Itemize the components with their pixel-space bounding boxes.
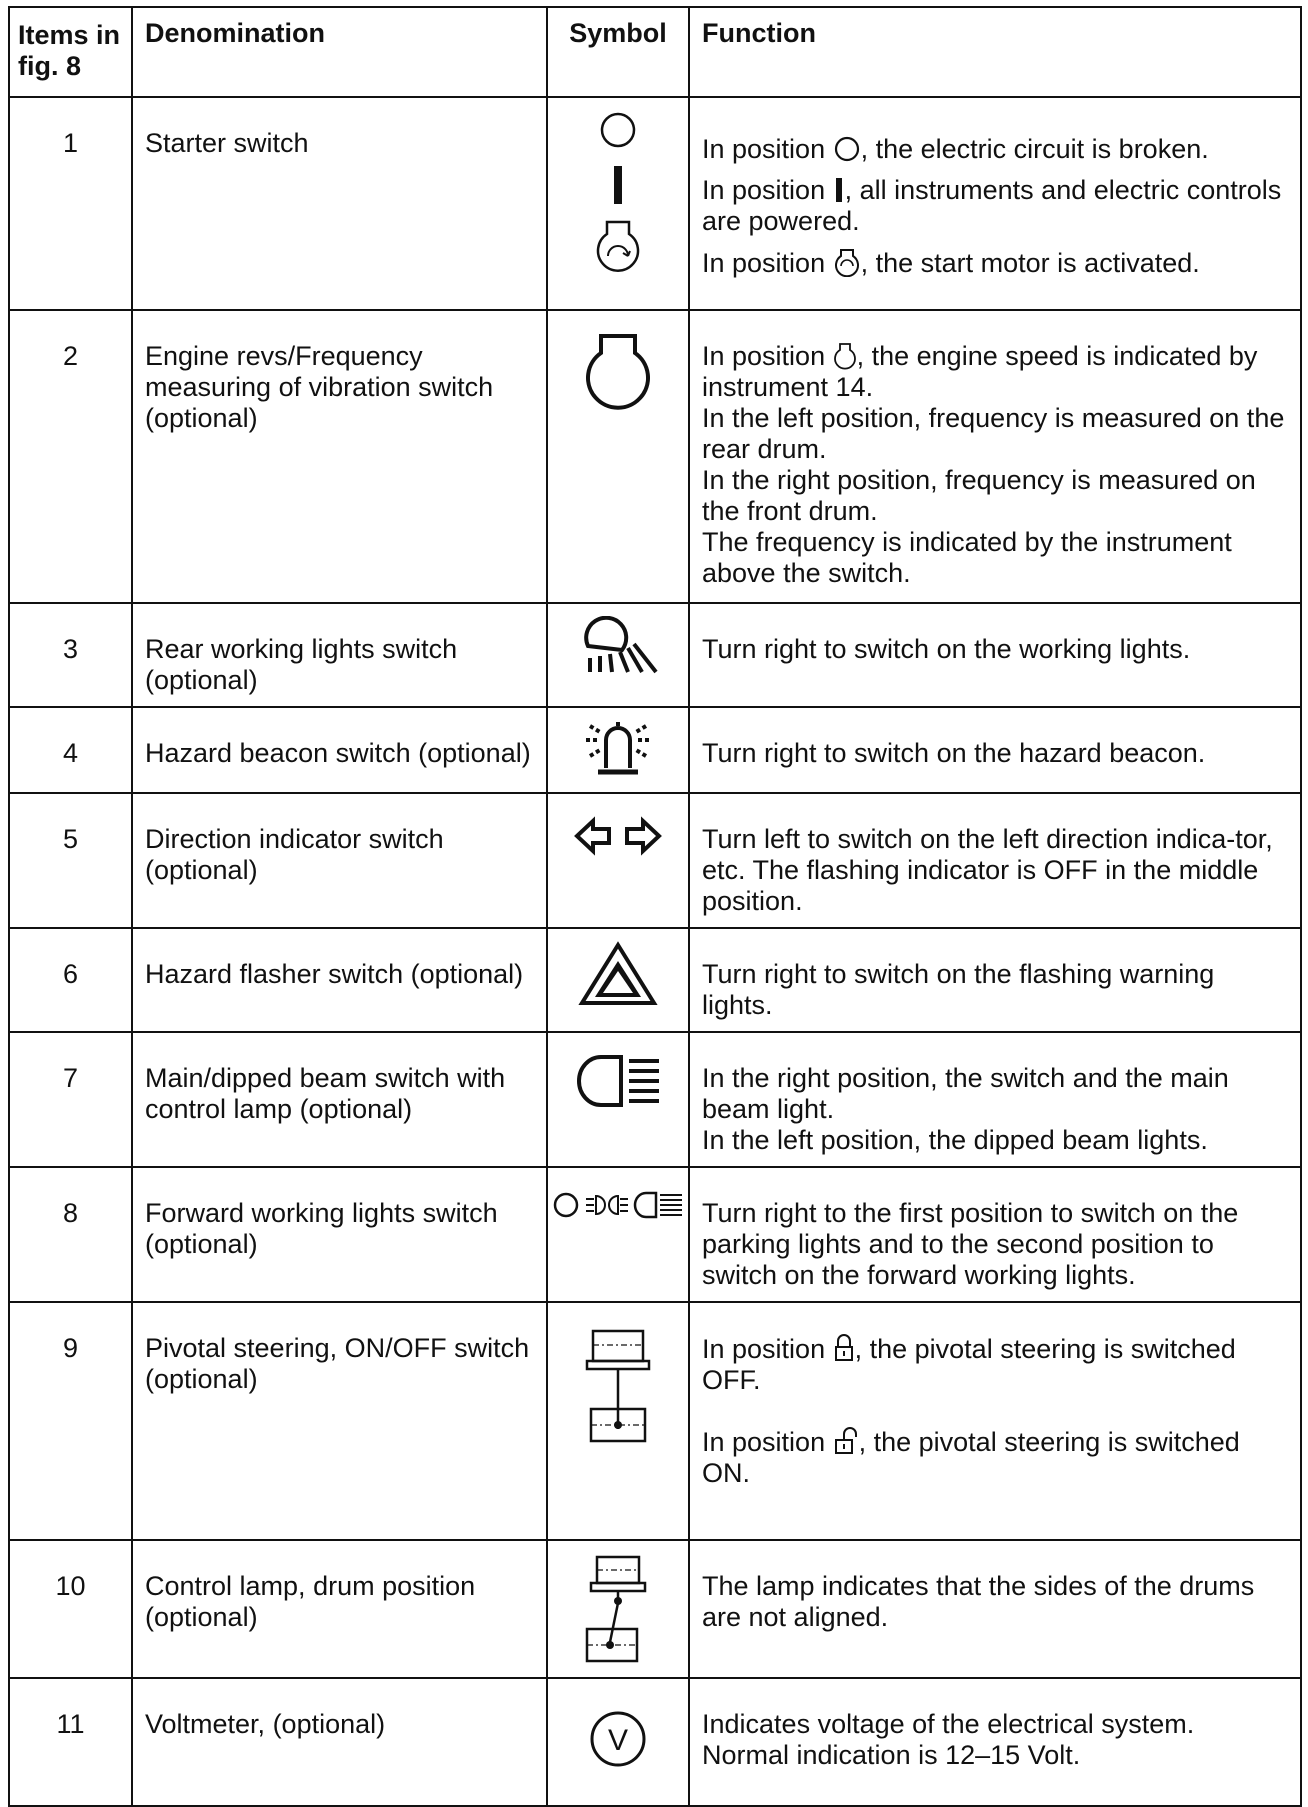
function-cell: Turn left to switch on the left direction indica-tor, etc. The flashing indicator is OFF in the middle position.	[689, 793, 1301, 928]
table-row	[9, 310, 1301, 603]
denomination: Starter switch	[132, 97, 547, 310]
table-row	[9, 1032, 1301, 1167]
bar-icon	[833, 176, 845, 204]
hazard-beacon-icon	[576, 720, 660, 780]
function-cell: Turn right to switch on the hazard beacon.	[689, 707, 1301, 793]
table-row	[9, 97, 1301, 310]
working-light-icon	[576, 616, 660, 676]
start-motor-icon	[833, 247, 861, 277]
function-line: In position , the electric circuit is broken.	[702, 134, 1209, 164]
function-line: In position , the start motor is activated.	[702, 248, 1200, 278]
function-cell: Turn right to switch on the working lights.	[689, 603, 1301, 707]
function-cell	[689, 310, 1301, 603]
symbol-cell	[547, 928, 689, 1032]
direction-arrows-icon	[573, 816, 663, 856]
denomination: Control lamp, drum position (optional)	[132, 1540, 547, 1678]
denomination: Engine revs/Frequency measuring of vibration switch (optional)	[132, 310, 547, 603]
symbol-cell	[547, 707, 689, 793]
item-number: 11	[9, 1678, 132, 1806]
denomination: Voltmeter, (optional)	[132, 1678, 547, 1806]
function-cell: Turn right to switch on the flashing warning lights.	[689, 928, 1301, 1032]
engine-revs-small-icon	[833, 342, 857, 370]
function-line: In position , the pivotal steering is switched ON.	[702, 1427, 1240, 1488]
symbol-cell	[547, 603, 689, 707]
header-row	[9, 7, 1301, 97]
table-row	[9, 1678, 1301, 1806]
pivotal-steering-icon	[583, 1327, 653, 1447]
circle-icon	[833, 135, 861, 163]
item-number: 7	[9, 1032, 132, 1167]
denomination: Hazard flasher switch (optional)	[132, 928, 547, 1032]
item-number: 9	[9, 1302, 132, 1540]
function-line: In the right position, frequency is measured on the front drum.	[702, 465, 1256, 526]
function-line: The frequency is indicated by the instrument above the switch.	[702, 527, 1232, 588]
header-items: Items in fig. 8	[9, 7, 132, 97]
function-line: In the right position, the switch and the main beam light.	[702, 1063, 1229, 1124]
engine-revs-icon	[583, 331, 653, 411]
symbol-cell	[547, 1302, 689, 1540]
drum-position-icon	[583, 1553, 653, 1665]
function-cell	[689, 1678, 1301, 1806]
item-number: 5	[9, 793, 132, 928]
function-line: In position , all instruments and electric controls are powered.	[702, 175, 1282, 236]
table-row	[9, 1167, 1301, 1302]
denomination: Pivotal steering, ON/OFF switch (optional)	[132, 1302, 547, 1540]
symbol-cell	[547, 1678, 689, 1806]
main-beam-icon	[573, 1053, 663, 1109]
lock-closed-icon	[833, 1333, 855, 1363]
denomination: Direction indicator switch (optional)	[132, 793, 547, 928]
denomination: Rear working lights switch (optional)	[132, 603, 547, 707]
voltmeter-letter: V	[607, 1724, 629, 1757]
item-number: 10	[9, 1540, 132, 1678]
lock-open-icon	[833, 1426, 859, 1456]
item-number: 2	[9, 310, 132, 603]
item-number: 3	[9, 603, 132, 707]
table-row	[9, 1540, 1301, 1678]
function-line: In position , the engine speed is indicated by instrument 14.	[702, 341, 1258, 402]
item-number: 8	[9, 1167, 132, 1302]
function-cell	[689, 97, 1301, 310]
forward-lights-icon	[552, 1188, 686, 1222]
function-line: Normal indication is 12–15 Volt.	[702, 1740, 1081, 1770]
function-line: Indicates voltage of the electrical system.	[702, 1709, 1195, 1739]
table-row	[9, 603, 1301, 707]
denomination: Main/dipped beam switch with control lamp (optional)	[132, 1032, 547, 1167]
item-number: 6	[9, 928, 132, 1032]
header-symbol: Symbol	[547, 7, 689, 97]
table-row	[9, 928, 1301, 1032]
item-number: 1	[9, 97, 132, 310]
symbol-cell	[547, 97, 689, 310]
voltmeter-icon	[588, 1709, 648, 1769]
function-cell	[689, 1302, 1301, 1540]
table-row	[9, 707, 1301, 793]
function-line: In the left position, frequency is measured on the rear drum.	[702, 403, 1285, 464]
function-cell	[689, 1032, 1301, 1167]
table-row	[9, 1302, 1301, 1540]
table-row	[9, 793, 1301, 928]
symbol-cell	[547, 1167, 689, 1302]
starter-key-positions-icon	[588, 110, 648, 290]
denomination: Forward working lights switch (optional)	[132, 1167, 547, 1302]
denomination: Hazard beacon switch (optional)	[132, 707, 547, 793]
symbol-cell	[547, 793, 689, 928]
header-denomination: Denomination	[132, 7, 547, 97]
function-cell: Turn right to the first position to switch on the parking lights and to the second position to switch on the forward working lights.	[689, 1167, 1301, 1302]
item-number: 4	[9, 707, 132, 793]
header-function: Function	[689, 7, 1301, 97]
function-line: In position , the pivotal steering is switched OFF.	[702, 1334, 1236, 1395]
function-cell: The lamp indicates that the sides of the drums are not aligned.	[689, 1540, 1301, 1678]
function-line: In the left position, the dipped beam lights.	[702, 1125, 1208, 1155]
symbol-cell	[547, 1032, 689, 1167]
symbol-cell	[547, 1540, 689, 1678]
controls-table	[8, 6, 1302, 1807]
symbol-cell	[547, 310, 689, 603]
warning-triangle-icon	[578, 941, 658, 1007]
